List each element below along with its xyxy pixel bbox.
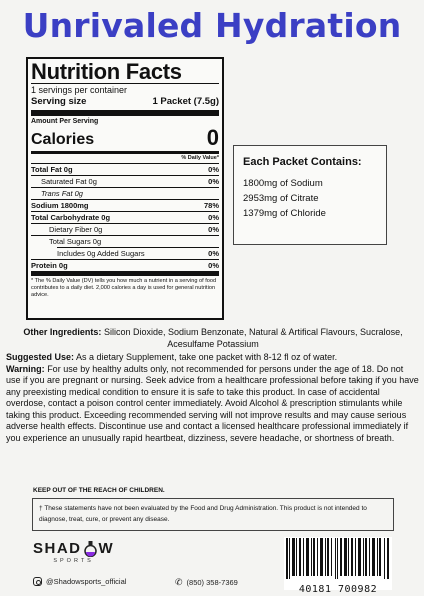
phone-icon: ✆ [175, 577, 183, 587]
calories-label: Calories [31, 131, 95, 148]
total-fat-row: Total Fat 0g 0% [31, 165, 219, 174]
daily-value-footnote: * The % Daily Value (DV) tells you how much a nutrient in a serving of food contributes to a daily diet. 2,000 calories a day is used for general nutrition advice. [31, 278, 217, 298]
other-ingredients-label: Other Ingredients: [23, 327, 102, 337]
packet-item: 1800mg of Sodium [243, 178, 323, 189]
barcode-number: 40181 700982 [298, 584, 378, 595]
warning-text: For use by healthy adults only, not recommended for persons under the age of 18. Do not use if you are pregnant or nursing. Seek advice from a healthcare professional before taking if you have any preexisting medical condition to ensure it is safe to take this product. In case of accidental overdose, contact a poison control center immediately. Avoid Alcohol & prescription stimulants while taking this product. Exceeding recommended serving will not improve results and may cause serious adverse health effects. Discontinue use and contact a licensed healthcare professional immediately if you experience an unusually rapid heartbeat, dizziness, severe headache, or shortness of breath. [6, 363, 419, 443]
barcode-bars [284, 537, 392, 579]
other-ingredients-text: Silicon Dioxide, Sodium Benzonate, Natural & Artifical Flavours, Sucralose, Acesulfame Potassium [103, 327, 403, 349]
packet-item: 2953mg of Citrate [243, 193, 319, 204]
suggested-use [6, 352, 420, 364]
label-text-block [6, 327, 420, 444]
saturated-fat-row: Saturated Fat 0g 0% [41, 177, 219, 186]
fda-disclaimer [32, 498, 394, 531]
added-sugars-row: Includes 0g Added Sugars 0% [57, 249, 219, 258]
packet-contents-heading: Each Packet Contains: [243, 156, 362, 168]
calories-value: 0 [206, 125, 219, 150]
keep-out-notice: KEEP OUT OF THE REACH OF CHILDREN. [33, 487, 165, 494]
nutrition-facts-panel [26, 57, 224, 320]
instagram-contact [33, 577, 126, 586]
calories-row [31, 127, 219, 149]
brand-name-left: SHAD [33, 540, 82, 557]
sodium-row: Sodium 1800mg 78% [31, 201, 219, 210]
barcode [284, 537, 392, 595]
packet-contents-box [233, 145, 387, 245]
disclaimer-text: These statements have not been evaluated by the Food and Drug Administration. This product is not intended to diagnose, treat, cure, or prevent any disease. [39, 505, 367, 523]
total-carbohydrate-row: Total Carbohydrate 0g 0% [31, 213, 219, 222]
instagram-icon [33, 577, 42, 586]
suggested-use-text: As a dietary Supplement, take one packet with 8-12 fl oz of water. [76, 352, 338, 362]
warning [6, 364, 420, 445]
phone-contact [175, 577, 238, 588]
brand-logo [33, 540, 114, 564]
warning-label: Warning: [6, 363, 45, 374]
packet-item: 1379mg of Chloride [243, 208, 326, 219]
serving-size-label: Serving size [31, 96, 87, 107]
servings-per-container: 1 servings per container [31, 85, 128, 95]
dagger-symbol: † [39, 505, 43, 512]
amount-per-serving: Amount Per Serving [31, 118, 99, 125]
daily-value-header: % Daily Value* [181, 155, 219, 161]
trans-fat-row: Trans Fat 0g [41, 189, 83, 198]
protein-row: Protein 0g 0% [31, 261, 219, 270]
brand-name-right: W [98, 540, 115, 557]
dietary-fiber-row: Dietary Fiber 0g 0% [49, 225, 219, 234]
other-ingredients [6, 327, 420, 350]
nutrition-facts-title: Nutrition Facts [31, 59, 182, 84]
phone-number: (850) 358-7369 [186, 578, 238, 587]
flask-icon [83, 541, 98, 557]
serving-size-row [31, 96, 219, 108]
total-sugars-row: Total Sugars 0g [49, 237, 102, 246]
headline: Unrivaled Hydration [22, 6, 402, 45]
suggested-use-label: Suggested Use: [6, 352, 75, 362]
brand-sub: SPORTS [53, 558, 94, 564]
instagram-handle: @Shadowsports_official [46, 577, 127, 586]
serving-size-value: 1 Packet (7.5g) [152, 96, 219, 107]
